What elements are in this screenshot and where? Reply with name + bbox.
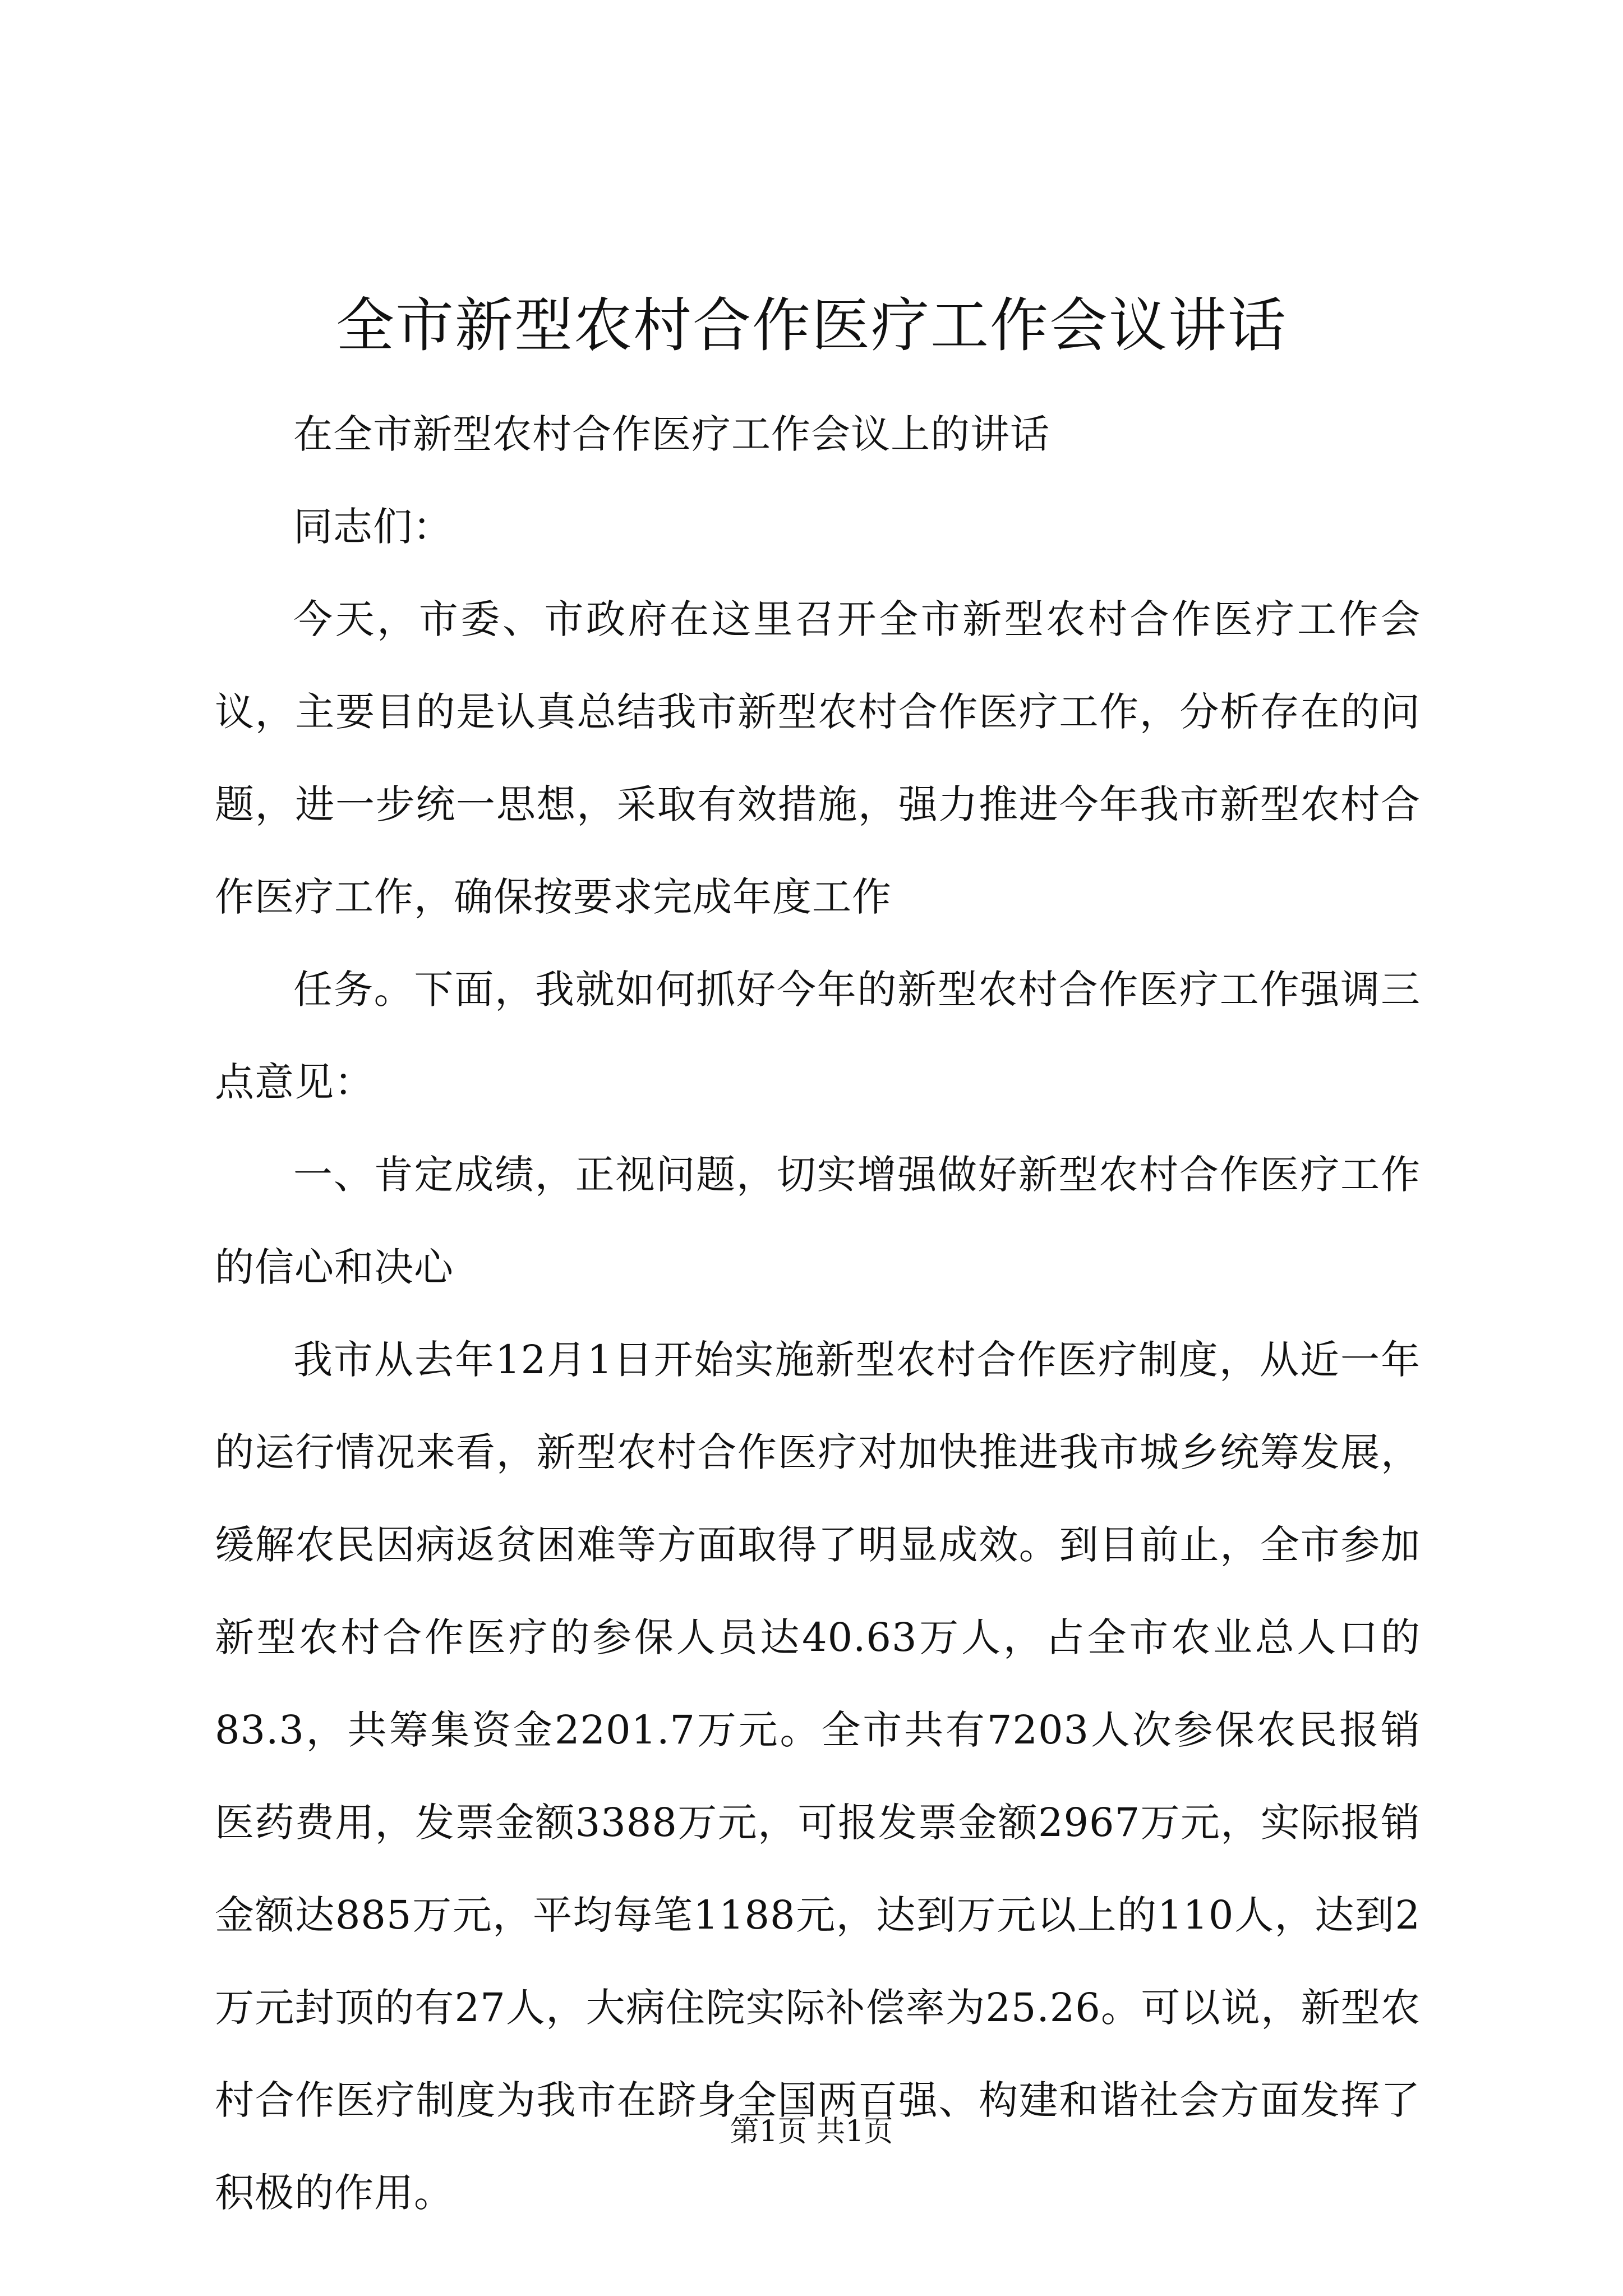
document-body	[215, 388, 1421, 2239]
task-paragraph: 任务。下面，我就如何抓好今年的新型农村合作医疗工作强调三点意见：	[215, 967, 1421, 1105]
subtitle-paragraph: 在全市新型农村合作医疗工作会议上的讲话	[293, 411, 1050, 457]
document-title: 全市新型农村合作医疗工作会议讲话	[335, 291, 1287, 360]
achievements-paragraph: 我市从去年12月1日开始实施新型农村合作医疗制度，从近一年的运行情况来看，新型农村合作医疗对加快推进我市城乡统筹发展，缓解农民因病返贫困难等方面取得了明显成效。到目前止，全市参加新型农村合作医疗的参保人员达40.63万人，占全市农业总人口的83.3，共筹集资金2201.7万元。全市共有7203人次参保农民报销医药费用，发票金额3388万元，可报发票金额2967万元，实际报销金额达885万元，平均每笔1188元，达到万元以上的110人，达到2万元封顶的有27人，大病住院实际补偿率为25.26。可以说，新型农村合作医疗制度为我市在跻身全国两百强、构建和谐社会方面发挥了积极的作用。	[215, 1337, 1421, 2216]
salutation-paragraph: 同志们：	[293, 504, 453, 550]
section-heading-paragraph: 一、肯定成绩，正视问题，切实增强做好新型农村合作医疗工作的信心和决心	[215, 1152, 1421, 1290]
intro-paragraph: 今天，市委、市政府在这里召开全市新型农村合作医疗工作会议，主要目的是认真总结我市新型农村合作医疗工作，分析存在的问题，进一步统一思想，采取有效措施，强力推进今年我市新型农村合作医疗工作，确保按要求完成年度工作	[215, 596, 1421, 920]
page-footer: 第1页 共1页	[730, 2115, 893, 2148]
